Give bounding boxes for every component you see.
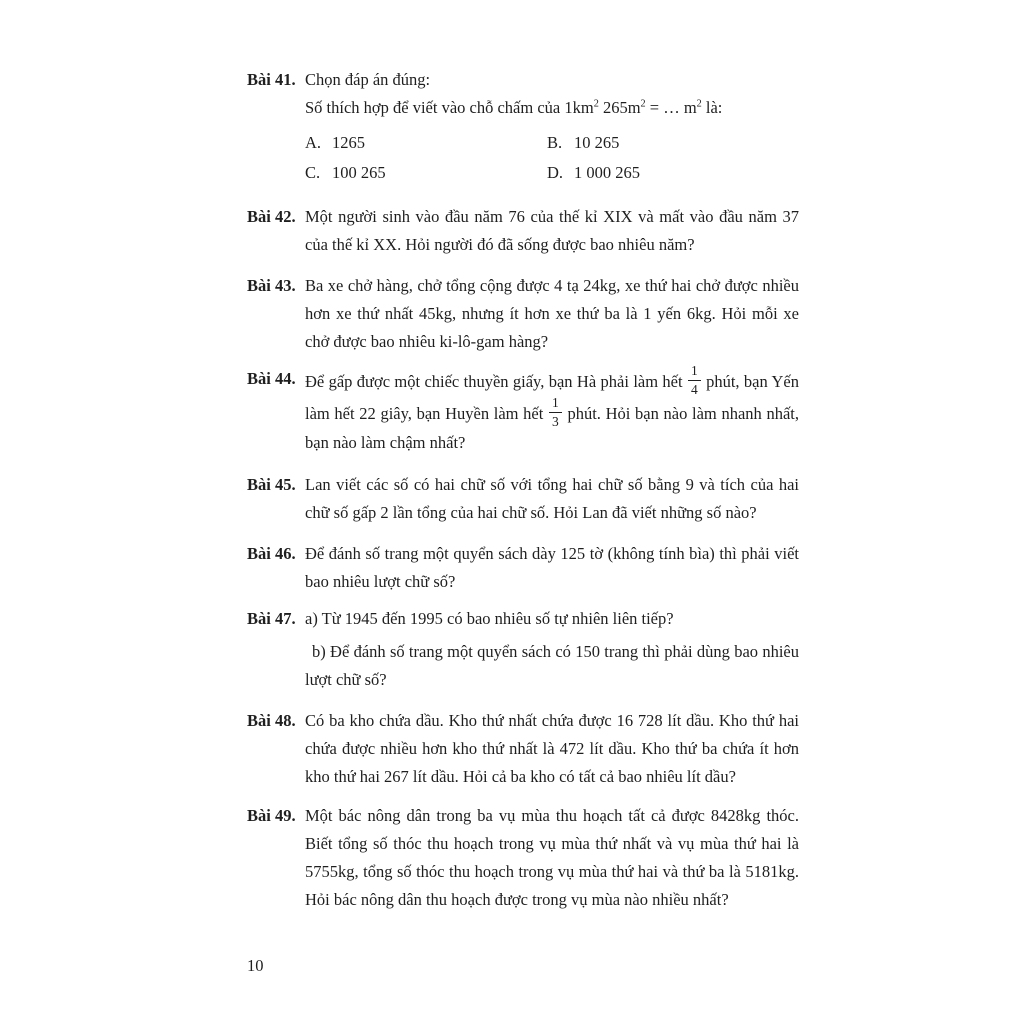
fraction-numerator: 1 (549, 396, 562, 413)
page-number: 10 (247, 956, 264, 975)
exercise-47 (247, 605, 799, 694)
question-text-post: là: (701, 98, 723, 117)
exercise-49 (247, 802, 799, 914)
option-a (305, 129, 547, 157)
exercise-41-options (305, 128, 799, 188)
option-b-value: 10 265 (574, 133, 620, 152)
superscript: 2 (640, 98, 646, 110)
option-c (305, 159, 547, 187)
exercise-46-label: Bài 46. (247, 544, 296, 563)
exercise-42-text: Một người sinh vào đầu năm 76 của thế kỉ XIX và mất vào đầu năm 37 của thế kỉ XX. Hỏi người đó đã sống được bao nhiêu năm? (305, 207, 799, 254)
exercise-48 (247, 707, 799, 791)
text-part-2: phút, bạn Yến làm hết 22 giây, bạn Huyền làm hết (305, 371, 799, 423)
text-part-3: phút. Hỏi bạn nào làm nhanh nhất, bạn nào làm chậm nhất? (305, 403, 799, 452)
option-d (547, 159, 799, 187)
fraction-one-quarter (687, 364, 702, 396)
exercise-44-text (305, 364, 799, 457)
text-part-1: Để gấp được một chiếc thuyền giấy, bạn Hà phải làm hết (305, 371, 687, 391)
fraction-denominator: 4 (690, 381, 698, 397)
exercise-47-label: Bài 47. (247, 609, 296, 628)
exercise-47-part-a: a) Từ 1945 đến 1995 có bao nhiêu số tự nhiên liên tiếp? (305, 609, 674, 628)
option-b-letter: B. (547, 133, 563, 152)
option-a-letter: A. (305, 133, 322, 152)
exercise-46-text: Để đánh số trang một quyển sách dày 125 tờ (không tính bìa) thì phải viết bao nhiêu lượt chữ số? (305, 544, 799, 591)
options-row-2 (305, 158, 799, 188)
fraction-denominator: 3 (552, 413, 559, 429)
option-b (547, 129, 799, 157)
question-text-pre: Số thích hợp để viết vào chỗ chấm của 1km (305, 98, 594, 117)
option-a-value: 1265 (332, 133, 365, 152)
question-text-mid1: 265m (598, 98, 641, 117)
fraction-numerator: 1 (688, 364, 701, 381)
exercise-45-text: Lan viết các số có hai chữ số với tổng hai chữ số bằng 9 và tích của hai chữ số gấp 2 lần tổng của hai chữ số. Hỏi Lan đã viết những số nào? (305, 475, 799, 522)
exercise-43 (247, 272, 799, 356)
question-text-mid2: = … m (645, 98, 697, 117)
exercise-41-intro: Chọn đáp án đúng: (305, 70, 431, 89)
option-c-letter: C. (305, 163, 321, 182)
exercise-42 (247, 203, 799, 259)
exercise-48-label: Bài 48. (247, 711, 296, 730)
exercise-42-label: Bài 42. (247, 207, 296, 226)
exercise-45-label: Bài 45. (247, 475, 296, 494)
exercise-49-text: Một bác nông dân trong ba vụ mùa thu hoạch tất cả được 8428kg thóc. Biết tổng số thóc thu hoạch trong vụ mùa thứ nhất và vụ mùa thứ hai là 5755kg, tổng số thóc thu hoạch trong vụ mùa thứ hai và thứ ba là 5181kg. Hỏi bác nông dân thu hoạch được trong vụ mùa nào nhiều nhất? (305, 806, 799, 909)
superscript: 2 (696, 98, 702, 110)
exercise-48-text: Có ba kho chứa dầu. Kho thứ nhất chứa được 16 728 lít dầu. Kho thứ hai chứa được nhiều hơn kho thứ nhất là 472 lít dầu. Kho thứ ba chứa ít hơn kho thứ hai 267 lít dầu. Hỏi cả ba kho có tất cả bao nhiêu lít dầu? (305, 711, 799, 786)
exercise-49-label: Bài 49. (247, 806, 296, 825)
exercise-41-question (305, 94, 799, 122)
exercise-46 (247, 540, 799, 596)
exercise-44 (247, 364, 799, 457)
options-row-1 (305, 128, 799, 158)
option-d-letter: D. (547, 163, 564, 182)
exercise-45 (247, 471, 799, 527)
option-c-value: 100 265 (332, 163, 386, 182)
exercise-41 (247, 66, 799, 188)
exercise-43-text: Ba xe chở hàng, chở tổng cộng được 4 tạ 24kg, xe thứ hai chở được nhiều hơn xe thứ nhất 45kg, nhưng ít hơn xe thứ ba là 1 yến 6kg. Hỏi mỗi xe chở được bao nhiêu ki-lô-gam hàng? (305, 276, 799, 351)
exercise-43-label: Bài 43. (247, 276, 296, 295)
fraction-one-third (548, 396, 563, 428)
page-content (247, 66, 799, 914)
option-d-value: 1 000 265 (574, 163, 640, 182)
exercise-41-label: Bài 41. (247, 70, 296, 89)
exercise-44-label: Bài 44. (247, 369, 296, 388)
exercise-47-part-b: b) Để đánh số trang một quyển sách có 150 trang thì phải dùng bao nhiêu lượt chữ số? (305, 642, 799, 689)
superscript: 2 (593, 98, 599, 110)
